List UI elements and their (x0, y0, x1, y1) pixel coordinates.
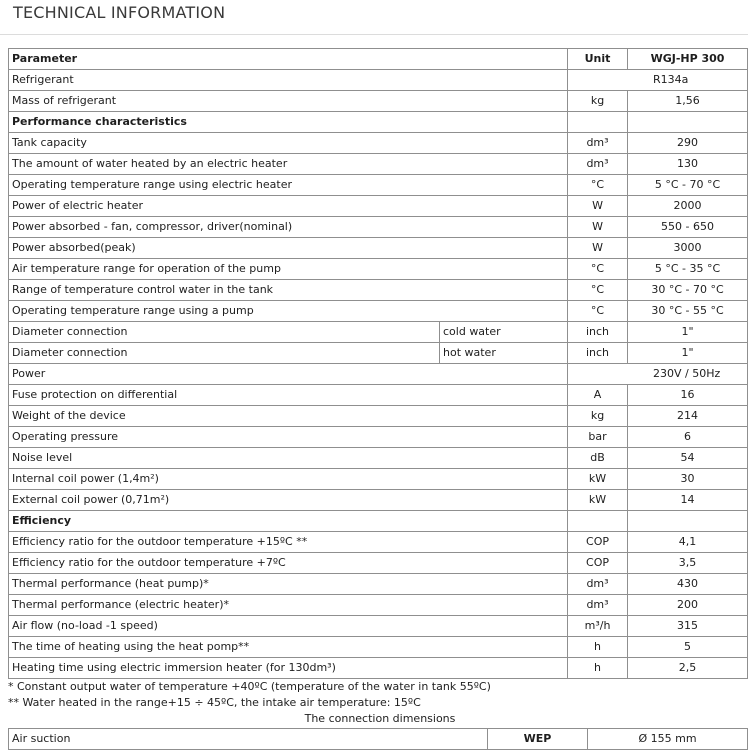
row-label: The time of heating using the heat pomp** (9, 637, 568, 658)
row-unit: kW (568, 469, 628, 490)
row-label: Efficiency ratio for the outdoor temperature +7ºC (9, 553, 568, 574)
row-value: 3,5 (628, 553, 748, 574)
air-suction-value: Ø 155 mm (588, 729, 748, 750)
row-label: Operating temperature range using electric heater (9, 175, 568, 196)
row-unit: inch (568, 322, 628, 343)
row-unit: dm³ (568, 595, 628, 616)
row-value: 1,56 (628, 91, 748, 112)
row-unit: °C (568, 259, 628, 280)
row-value: 4,1 (628, 532, 748, 553)
table-row (9, 217, 748, 238)
row-unit: dm³ (568, 574, 628, 595)
row-unit: h (568, 637, 628, 658)
row-label: Internal coil power (1,4m²) (9, 469, 568, 490)
row-unit: dm³ (568, 133, 628, 154)
row-value: 30 °C - 70 °C (628, 280, 748, 301)
row-label: Fuse protection on differential (9, 385, 568, 406)
technical-information-table (8, 48, 748, 679)
row-value: 2000 (628, 196, 748, 217)
row-unit: kg (568, 91, 628, 112)
row-label: Air flow (no-load -1 speed) (9, 616, 568, 637)
table-row (9, 91, 748, 112)
row-value: 16 (628, 385, 748, 406)
table-row (9, 490, 748, 511)
row-value: 430 (628, 574, 748, 595)
header-model: WGJ-HP 300 (628, 49, 748, 70)
row-label: Air temperature range for operation of the pump (9, 259, 568, 280)
row-value: 5 °C - 35 °C (628, 259, 748, 280)
row-unit: A (568, 385, 628, 406)
table-row (9, 343, 748, 364)
row-value: 5 (628, 637, 748, 658)
row-label: Diameter connection (9, 343, 440, 364)
row-label: Operating pressure (9, 427, 568, 448)
air-suction-code: WEP (488, 729, 588, 750)
row-unit: COP (568, 532, 628, 553)
table-row (9, 301, 748, 322)
row-label: External coil power (0,71m²) (9, 490, 568, 511)
table-row (9, 729, 748, 750)
connection-dimensions-table (8, 728, 748, 750)
row-label: Mass of refrigerant (9, 91, 568, 112)
table-row (9, 133, 748, 154)
row-value: 3000 (628, 238, 748, 259)
footnote-water-heated: ** Water heated in the range+15 ÷ 45ºC, the intake air temperature: 15ºC (8, 696, 421, 709)
table-row (9, 553, 748, 574)
connection-dimensions-caption: The connection dimensions (304, 712, 456, 725)
table-row (9, 259, 748, 280)
row-label: The amount of water heated by an electric heater (9, 154, 568, 175)
row-value: 200 (628, 595, 748, 616)
table-row (9, 385, 748, 406)
row-value: 30 (628, 469, 748, 490)
row-unit: m³/h (568, 616, 628, 637)
row-sublabel: hot water (440, 343, 568, 364)
section-row (9, 511, 748, 532)
table-header-row (9, 49, 748, 70)
table-row (9, 70, 748, 91)
row-label: Refrigerant (9, 70, 568, 91)
row-label: Thermal performance (electric heater)* (9, 595, 568, 616)
header-unit: Unit (568, 49, 628, 70)
table-row (9, 637, 748, 658)
row-label: Efficiency ratio for the outdoor temperature +15ºC ** (9, 532, 568, 553)
row-label: Diameter connection (9, 322, 440, 343)
row-value: 230V / 50Hz (568, 364, 748, 385)
row-value: 14 (628, 490, 748, 511)
row-value: 54 (628, 448, 748, 469)
section-performance: Performance characteristics (9, 112, 568, 133)
table-row (9, 595, 748, 616)
table-row (9, 175, 748, 196)
row-value: 1" (628, 343, 748, 364)
table-row (9, 280, 748, 301)
row-value: R134a (568, 70, 748, 91)
row-unit: W (568, 217, 628, 238)
row-value: 130 (628, 154, 748, 175)
table-row (9, 154, 748, 175)
row-value: 315 (628, 616, 748, 637)
row-unit: bar (568, 427, 628, 448)
row-label: Noise level (9, 448, 568, 469)
table-row (9, 616, 748, 637)
row-value: 30 °C - 55 °C (628, 301, 748, 322)
row-unit: °C (568, 175, 628, 196)
row-sublabel: cold water (440, 322, 568, 343)
row-label: Thermal performance (heat pump)* (9, 574, 568, 595)
row-label: Power absorbed(peak) (9, 238, 568, 259)
row-unit: kW (568, 490, 628, 511)
row-label: Power of electric heater (9, 196, 568, 217)
air-suction-label: Air suction (9, 729, 488, 750)
row-label: Tank capacity (9, 133, 568, 154)
row-value: 550 - 650 (628, 217, 748, 238)
row-unit: W (568, 196, 628, 217)
row-unit: dm³ (568, 154, 628, 175)
row-label: Heating time using electric immersion heater (for 130dm³) (9, 658, 568, 679)
footnote-constant-output: * Constant output water of temperature +40ºC (temperature of the water in tank 55ºC) (8, 680, 491, 693)
row-unit: kg (568, 406, 628, 427)
table-row (9, 532, 748, 553)
table-row (9, 406, 748, 427)
row-unit: °C (568, 301, 628, 322)
row-unit: h (568, 658, 628, 679)
row-value: 1" (628, 322, 748, 343)
row-value: 2,5 (628, 658, 748, 679)
row-unit: °C (568, 280, 628, 301)
row-value: 214 (628, 406, 748, 427)
header-parameter: Parameter (9, 49, 568, 70)
row-value: 5 °C - 70 °C (628, 175, 748, 196)
table-row (9, 658, 748, 679)
table-row (9, 364, 748, 385)
row-value: 6 (628, 427, 748, 448)
row-label: Range of temperature control water in the tank (9, 280, 568, 301)
section-row (9, 112, 748, 133)
row-label: Operating temperature range using a pump (9, 301, 568, 322)
section-efficiency: Efficiency (9, 511, 568, 532)
table-row (9, 469, 748, 490)
row-label: Power absorbed - fan, compressor, driver(nominal) (9, 217, 568, 238)
row-value: 290 (628, 133, 748, 154)
table-row (9, 196, 748, 217)
table-row (9, 322, 748, 343)
table-row (9, 238, 748, 259)
table-row (9, 574, 748, 595)
row-label: Weight of the device (9, 406, 568, 427)
table-row (9, 448, 748, 469)
row-unit: inch (568, 343, 628, 364)
row-unit: dB (568, 448, 628, 469)
row-unit: W (568, 238, 628, 259)
title-divider (0, 34, 748, 35)
row-unit: COP (568, 553, 628, 574)
page-title: TECHNICAL INFORMATION (13, 3, 226, 22)
row-label: Power (9, 364, 568, 385)
table-row (9, 427, 748, 448)
